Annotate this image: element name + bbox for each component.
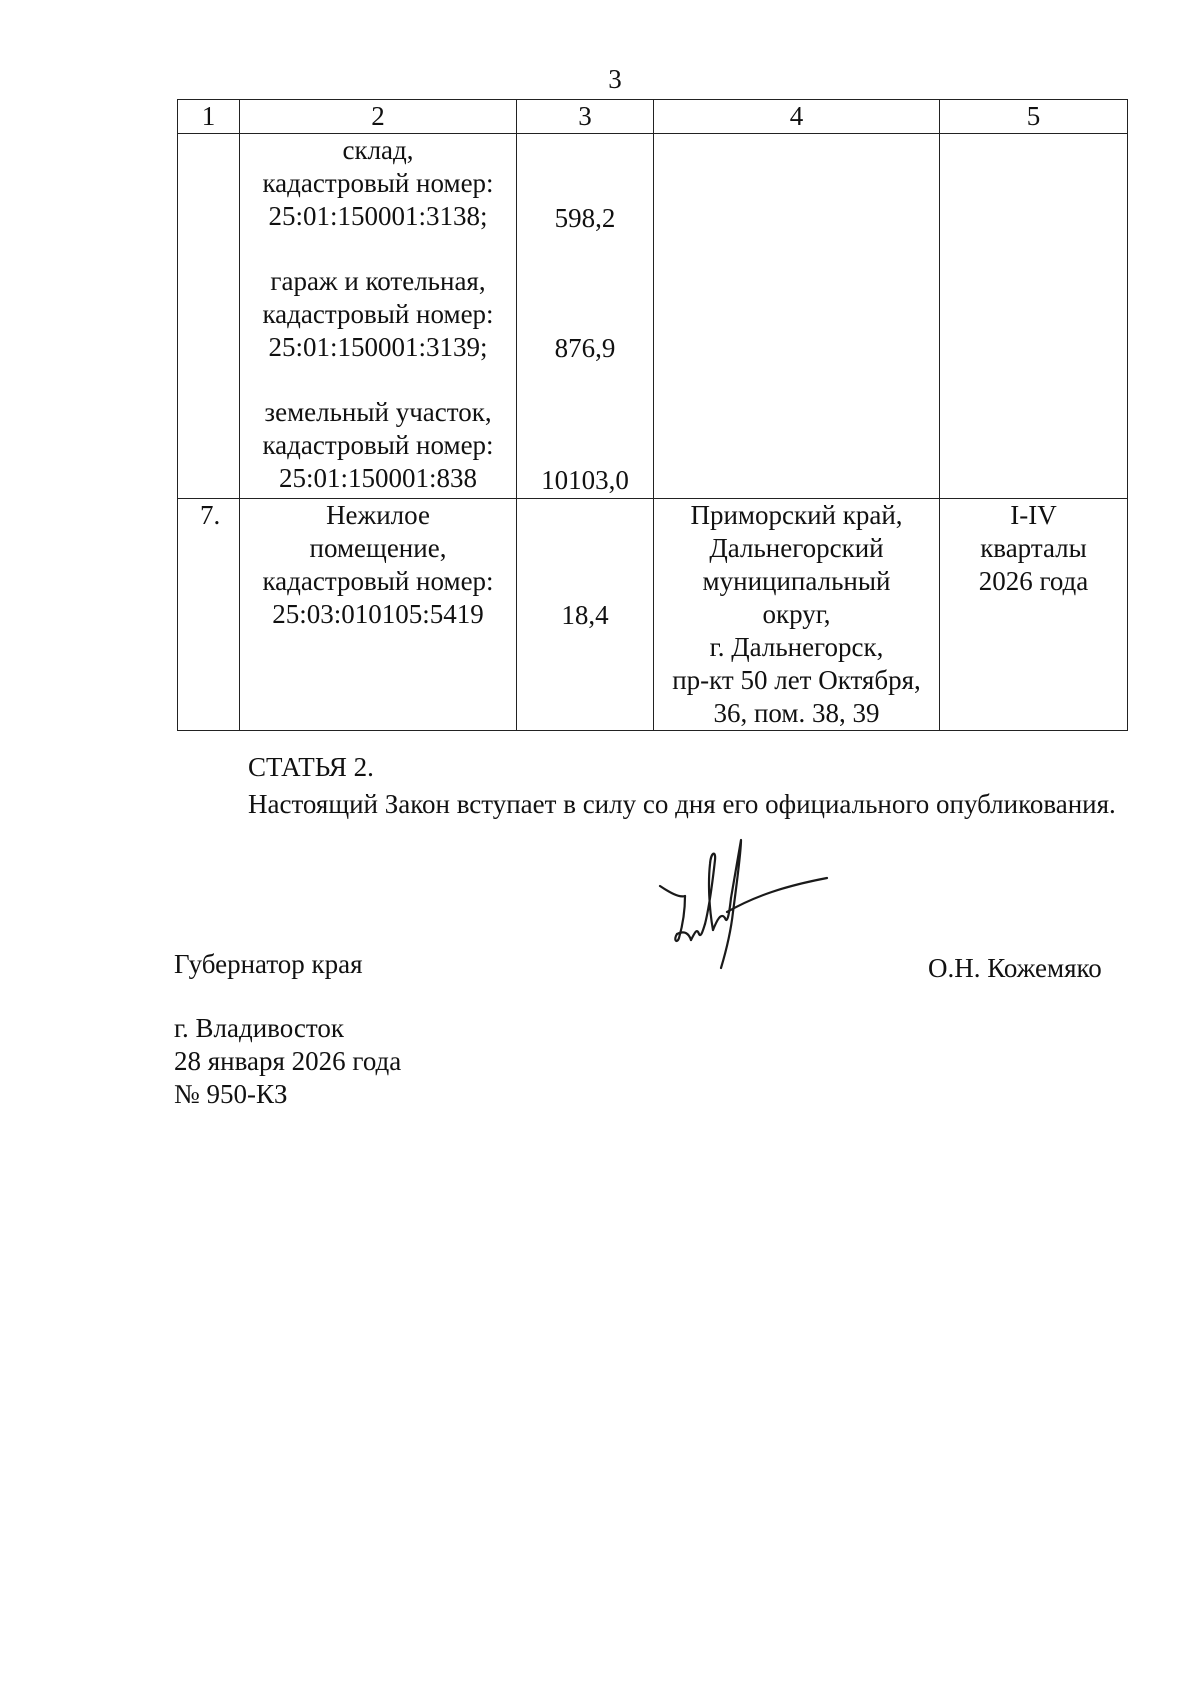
header-cell: 2 <box>240 100 517 134</box>
header-cell: 3 <box>517 100 654 134</box>
object-line: кадастровый номер: <box>262 299 494 329</box>
object-name-cell <box>240 134 517 499</box>
table-row <box>178 134 1128 499</box>
page-number: 3 <box>608 64 622 94</box>
object-line: помещение, <box>309 533 447 563</box>
signer-name: О.Н. Кожемяко <box>928 953 1102 983</box>
object-line: кадастровый номер: <box>262 566 494 596</box>
object-line: 25:01:150001:3138; <box>268 201 488 231</box>
period-line: I-IV <box>1010 500 1057 530</box>
address-line: округ, <box>762 599 831 629</box>
article-title: СТАТЬЯ 2. <box>248 752 374 782</box>
address-cell <box>654 134 940 499</box>
period-line: кварталы <box>980 533 1087 563</box>
object-name-cell <box>240 499 517 731</box>
area-cell <box>517 134 654 499</box>
object-line: кадастровый номер: <box>262 430 494 460</box>
object-line: 25:03:010105:5419 <box>272 599 484 629</box>
law-number: № 950-КЗ <box>174 1079 288 1109</box>
object-line: 25:01:150001:3139; <box>268 332 488 362</box>
row-number-cell <box>178 134 240 499</box>
object-line: Нежилое <box>326 500 430 530</box>
object-line: земельный участок, <box>264 397 492 427</box>
period-line: 2026 года <box>978 566 1089 596</box>
address-line: пр-кт 50 лет Октября, <box>672 665 921 695</box>
address-line: 36, пом. 38, 39 <box>713 698 880 728</box>
header-cell: 1 <box>178 100 240 134</box>
address-line: Дальнегорский <box>709 533 884 563</box>
object-line: склад, <box>342 135 414 165</box>
address-line: муниципальный <box>702 566 891 596</box>
handwritten-signature <box>655 838 835 978</box>
object-line: кадастровый номер: <box>262 168 494 198</box>
row-number-cell: 7. <box>178 499 240 731</box>
address-line: г. Дальнегорск, <box>709 632 884 662</box>
header-cell: 5 <box>940 100 1128 134</box>
area-value: 598,2 <box>554 203 616 233</box>
area-cell <box>517 499 654 731</box>
table-header-row <box>178 100 1128 134</box>
address-cell <box>654 499 940 731</box>
header-cell: 4 <box>654 100 940 134</box>
date: 28 января 2026 года <box>174 1046 402 1076</box>
city: г. Владивосток <box>174 1013 344 1043</box>
period-cell <box>940 499 1128 731</box>
place-date-block <box>174 1012 401 1111</box>
table-row <box>178 499 1128 731</box>
signer-position: Губернатор края <box>174 949 363 979</box>
period-cell <box>940 134 1128 499</box>
area-value: 10103,0 <box>541 465 629 495</box>
property-table <box>177 99 1128 731</box>
area-value: 876,9 <box>554 333 616 363</box>
article-text: Настоящий Закон вступает в силу со дня его официального опубликования. <box>248 789 1116 819</box>
address-line: Приморский край, <box>690 500 903 530</box>
object-line: 25:01:150001:838 <box>278 463 477 493</box>
object-line: гараж и котельная, <box>270 266 486 296</box>
area-value: 18,4 <box>561 600 609 630</box>
